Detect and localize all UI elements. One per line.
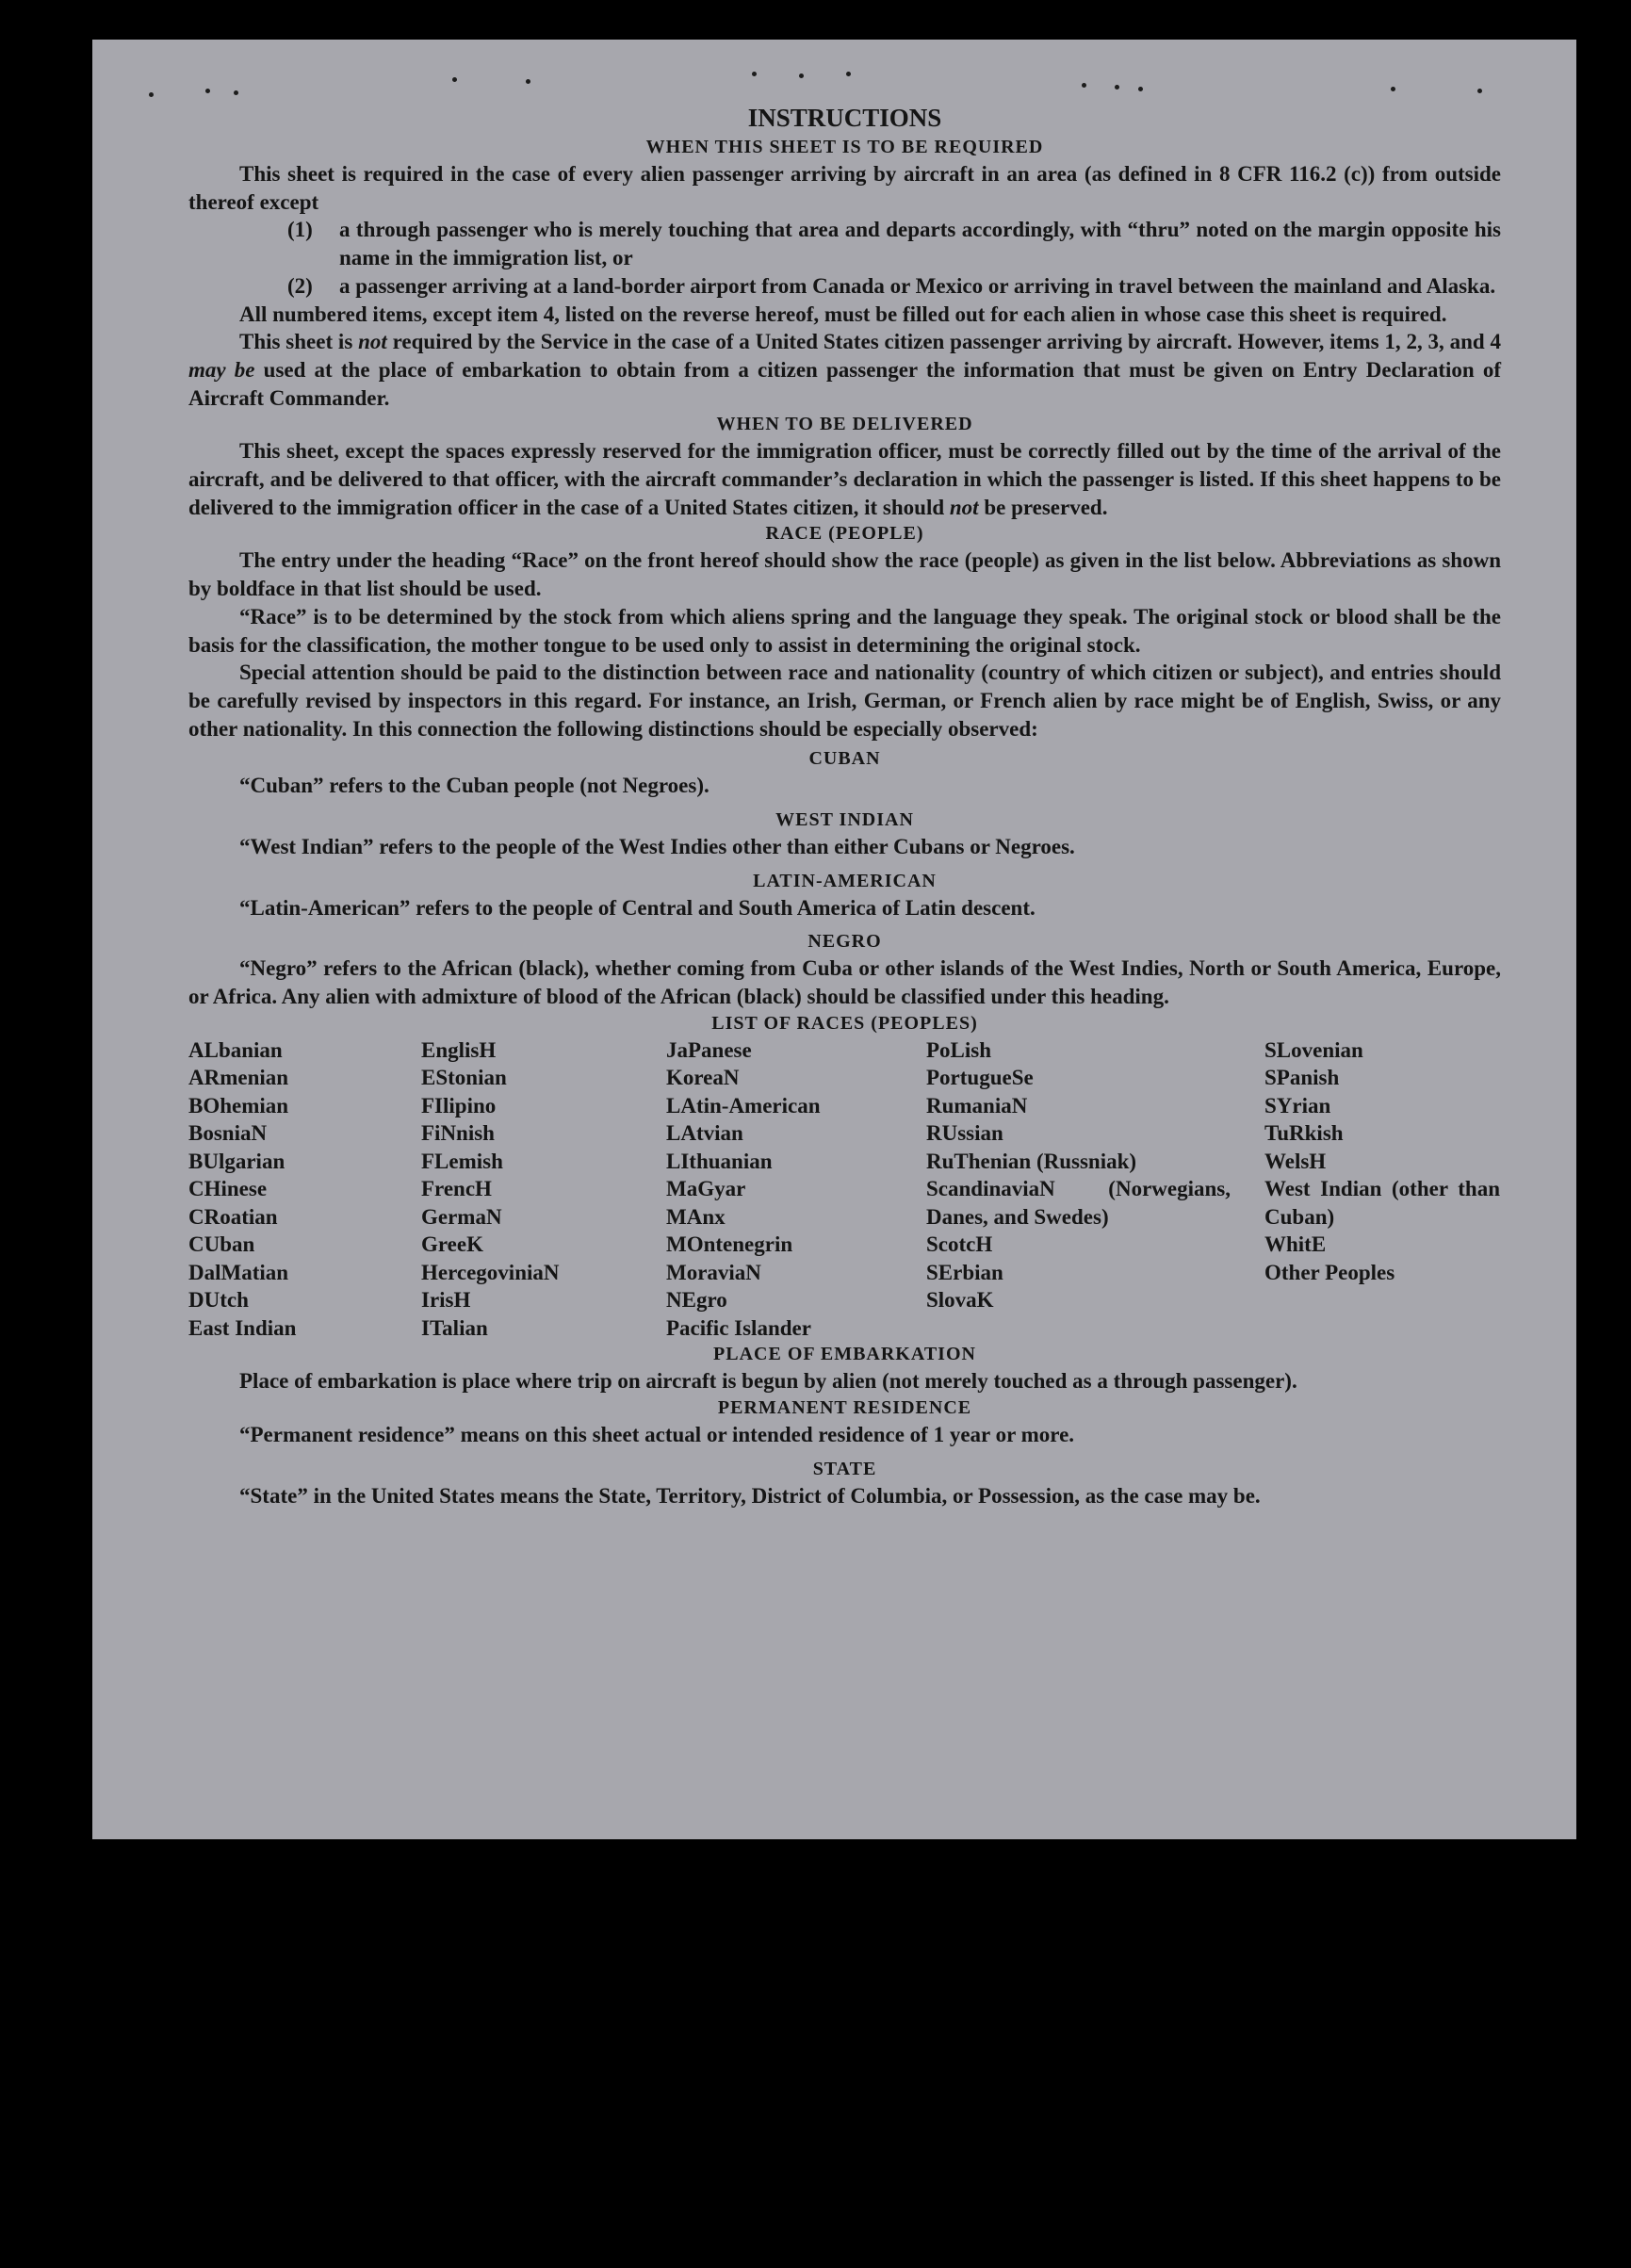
races-column-5	[1264, 1036, 1500, 1343]
heading-negro: NEGRO	[807, 931, 882, 953]
when-required-para3: This sheet is not required by the Service in the case of a United States citizen passenger arriving by aircraft. However, items 1, 2, 3, and 4 may be used at the place of embarkation to obtain from a citizen passenger the information that must be given on Entry Declaration of Aircraft Commander.	[188, 330, 1501, 410]
latin-american-text: “Latin-American” refers to the people of Central and South America of Latin descent.	[239, 895, 1036, 920]
when-delivered-text: This sheet, except the spaces expressly reserved for the immigration officer, must be correctly filled out by the time of the arrival of the aircraft, and be delivered to that officer, with the aircraft commander’s declaration in which the passenger is listed. If this sheet happens to be delivered to the immigration officer in the case of a United States citizen, it should not be preserved.	[188, 439, 1501, 519]
races-column-4	[926, 1036, 1264, 1343]
west-indian-text: “West Indian” refers to the people of the West Indies other than either Cubans or Negroes.	[239, 835, 1075, 859]
race-entry: KoreaN	[666, 1066, 740, 1090]
race-entry: DalMatian	[188, 1260, 289, 1284]
race-entry: SlovaK	[926, 1288, 994, 1313]
races-column-3	[666, 1036, 926, 1343]
race-entry: BosniaN	[188, 1121, 268, 1146]
race-entry: GreeK	[421, 1232, 483, 1257]
race-entry: East Indian	[188, 1315, 297, 1340]
race-entry: EnglisH	[421, 1037, 497, 1062]
race-entry: West Indian (other than Cuban)	[1264, 1177, 1500, 1229]
negro-text: “Negro” refers to the African (black), whether coming from Cuba or other islands of the West Indies, North or South America, Europe, or Africa. Any alien with admixture of blood of the African (black) should be classified under this heading.	[188, 956, 1501, 1009]
heading-embarkation: PLACE OF EMBARKATION	[713, 1344, 976, 1365]
race-entry: DUtch	[188, 1288, 249, 1313]
race-entry: PortugueSe	[926, 1066, 1034, 1090]
race-entry: CRoatian	[188, 1204, 278, 1229]
heading-race: RACE (PEOPLE)	[765, 523, 924, 545]
when-required-intro: This sheet is required in the case of every alien passenger arriving by aircraft in an area (as defined in 8 CFR 116.2 (c)) from outside thereof except	[188, 162, 1501, 214]
race-entry: ScotcH	[926, 1232, 993, 1257]
race-entry: TuRkish	[1264, 1121, 1344, 1146]
race-entry: FiNnish	[421, 1121, 495, 1146]
residence-text: “Permanent residence” means on this sheet actual or intended residence of 1 year or more.	[239, 1423, 1075, 1447]
race-entry: BUlgarian	[188, 1149, 285, 1173]
race-entry: NEgro	[666, 1288, 727, 1313]
race-entry: EStonian	[421, 1066, 507, 1090]
heading-list-of-races: LIST OF RACES (PEOPLES)	[711, 1012, 978, 1034]
race-entry: ALbanian	[188, 1037, 283, 1062]
race-entry: MaGyar	[666, 1177, 746, 1201]
race-entry: FIlipino	[421, 1093, 497, 1118]
race-entry: IrisH	[421, 1288, 471, 1313]
race-entry: BOhemian	[188, 1093, 289, 1118]
heading-when-delivered: WHEN TO BE DELIVERED	[716, 414, 973, 435]
races-column-2	[421, 1036, 666, 1343]
when-required-para2: All numbered items, except item 4, listed on the reverse hereof, must be filled out for each alien in whose case this sheet is required.	[239, 302, 1447, 326]
race-entry: LIthuanian	[666, 1149, 773, 1173]
races-column-1	[188, 1036, 421, 1343]
heading-residence: PERMANENT RESIDENCE	[717, 1397, 972, 1419]
race-entry: RuThenian (Russniak)	[926, 1149, 1137, 1173]
race-entry: RumaniaN	[926, 1093, 1028, 1118]
race-para3: Special attention should be paid to the distinction between race and nationality (country of which citizen or subject), and entries should be carefully revised by inspectors in this regard. For instance, an Irish, German, or French alien by race might be of English, Swiss, or any other nationality. In this connection the following distinctions should be especially observed:	[188, 661, 1501, 741]
race-entry: LAtin-American	[666, 1093, 821, 1118]
race-entry: CHinese	[188, 1177, 268, 1201]
race-entry: SErbian	[926, 1260, 1003, 1284]
list-item: (1) a through passenger who is merely touching that area and departs accordingly, with “thru” noted on the margin opposite his name in the immigration list, or	[287, 218, 1501, 270]
race-entry: CUban	[188, 1232, 255, 1257]
heading-when-required: WHEN THIS SHEET IS TO BE REQUIRED	[645, 137, 1044, 157]
races-table	[188, 1036, 1501, 1343]
race-entry: MoraviaN	[666, 1260, 761, 1284]
race-para1: The entry under the heading “Race” on the front hereof should show the race (people) as given in the list below. Abbreviations as shown by boldface in that list should be used.	[188, 548, 1501, 601]
race-entry: LAtvian	[666, 1121, 743, 1146]
race-entry: WelsH	[1264, 1149, 1327, 1173]
race-entry: Pacific Islander	[666, 1315, 811, 1340]
race-entry: JaPanese	[666, 1037, 752, 1062]
instruction-sheet	[92, 40, 1576, 1839]
race-entry: MOntenegrin	[666, 1232, 793, 1257]
state-text: “State” in the United States means the State, Territory, District of Columbia, or Possession, as the case may be.	[239, 1483, 1261, 1508]
paper-specks	[92, 40, 1576, 115]
race-entry: FLemish	[421, 1149, 503, 1173]
race-entry: SLovenian	[1264, 1037, 1363, 1062]
race-entry: SPanish	[1264, 1066, 1340, 1090]
race-entry: RUssian	[926, 1121, 1003, 1146]
heading-latin-american: LATIN-AMERICAN	[753, 870, 937, 891]
race-entry: MAnx	[666, 1204, 726, 1229]
race-entry: ITalian	[421, 1315, 488, 1340]
embarkation-text: Place of embarkation is place where trip on aircraft is begun by alien (not merely touched as a through passenger).	[239, 1369, 1297, 1394]
race-entry: PoLish	[926, 1037, 992, 1062]
race-entry: Other Peoples	[1264, 1260, 1395, 1284]
race-para2: “Race” is to be determined by the stock from which aliens spring and the language they speak. The original stock or blood shall be the basis for the classification, the mother tongue to be used only to assist in determining the original stock.	[188, 604, 1501, 657]
race-entry: WhitE	[1264, 1232, 1327, 1257]
cuban-text: “Cuban” refers to the Cuban people (not Negroes).	[239, 774, 709, 798]
race-entry: SYrian	[1264, 1093, 1331, 1118]
heading-state: STATE	[812, 1458, 877, 1479]
race-entry: GermaN	[421, 1204, 502, 1229]
page-title: INSTRUCTIONS	[747, 104, 942, 132]
exception-list	[287, 216, 1501, 300]
race-entry: ARmenian	[188, 1066, 289, 1090]
race-entry: ScandinaviaN (Norwegians, Danes, and Swedes)	[926, 1177, 1231, 1229]
heading-cuban: CUBAN	[808, 748, 881, 770]
race-entry: HercegoviniaN	[421, 1260, 560, 1284]
list-item: (2) a passenger arriving at a land-border airport from Canada or Mexico or arriving in travel between the mainland and Alaska.	[287, 273, 1496, 298]
heading-west-indian: WEST INDIAN	[775, 809, 914, 831]
race-entry: FrencH	[421, 1177, 492, 1201]
